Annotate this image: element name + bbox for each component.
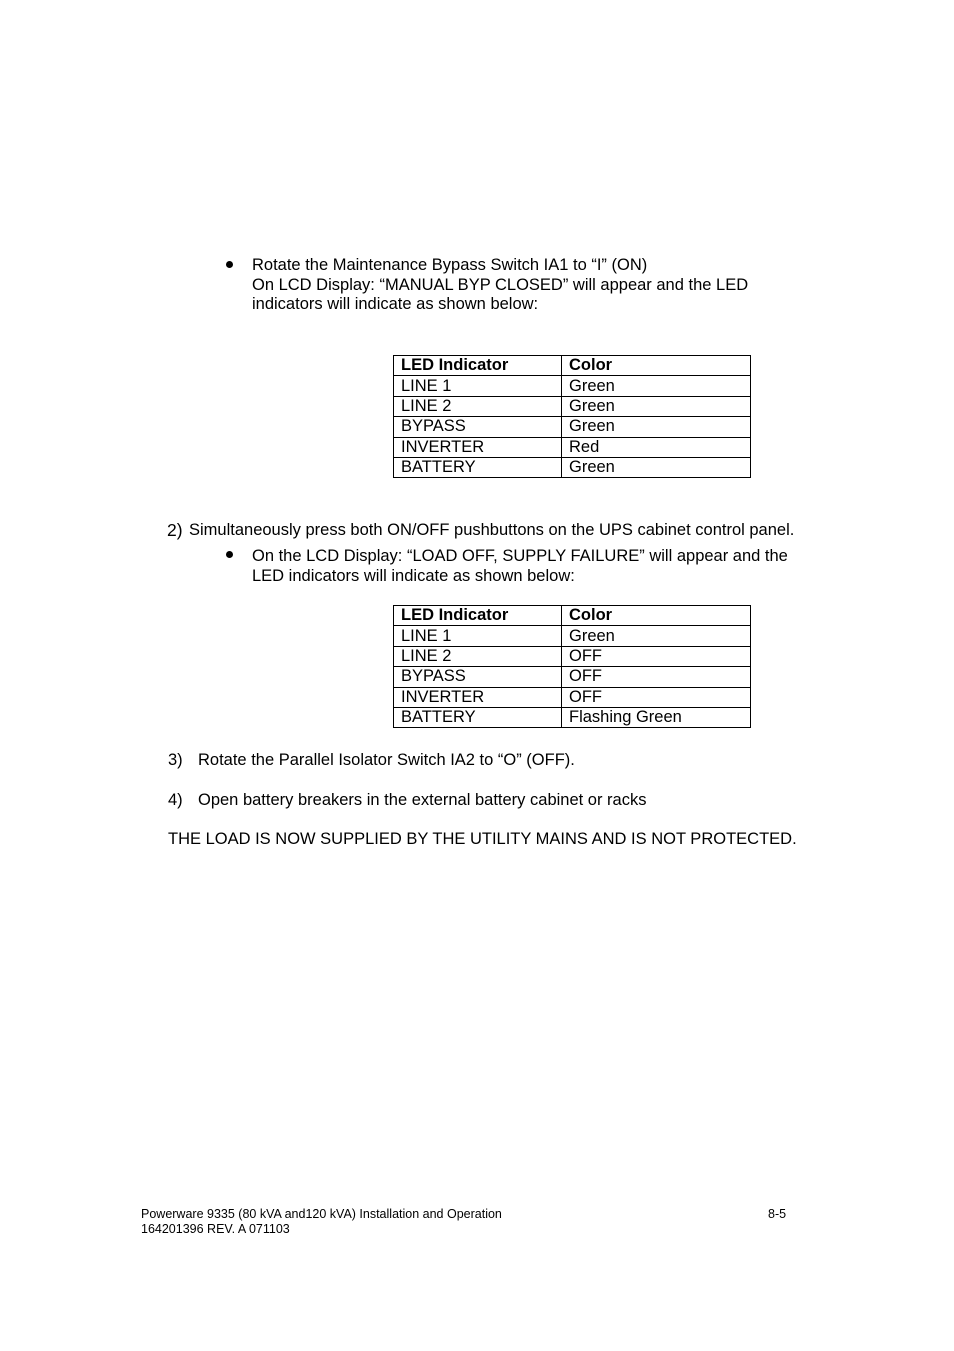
header-led-indicator: LED Indicator <box>394 356 562 376</box>
footer-page-number: 8-5 <box>768 1207 787 1221</box>
led-color-cell: Flashing Green <box>562 707 751 727</box>
table-row <box>394 437 751 457</box>
table-row <box>394 376 751 396</box>
step-4-text: Open battery breakers in the external battery cabinet or racks <box>198 791 647 809</box>
table-row <box>394 457 751 477</box>
bullet-text-line-3: indicators will indicate as shown below: <box>252 295 539 313</box>
led-color-cell: OFF <box>562 667 751 687</box>
led-color-cell: Green <box>562 457 751 477</box>
bullet-text-line-1: On the LCD Display: “LOAD OFF, SUPPLY FAILURE” will appear and the <box>252 547 788 565</box>
table-row <box>394 396 751 416</box>
led-indicator-table-1 <box>393 355 751 478</box>
table-row <box>394 626 751 646</box>
led-color-cell: Red <box>562 437 751 457</box>
header-color: Color <box>562 356 751 376</box>
led-indicator-table-2 <box>393 605 751 728</box>
step-4-number: 4) <box>168 791 183 809</box>
led-color-cell: Green <box>562 376 751 396</box>
table-header-row <box>394 356 751 376</box>
table-row <box>394 687 751 707</box>
table-row <box>394 707 751 727</box>
led-name-cell: INVERTER <box>394 437 562 457</box>
led-name-cell: BYPASS <box>394 417 562 437</box>
step-3-number: 3) <box>168 751 183 769</box>
led-color-cell: OFF <box>562 687 751 707</box>
table-row <box>394 646 751 666</box>
bullet-icon <box>226 551 233 558</box>
step-3-text: Rotate the Parallel Isolator Switch IA2 to “O” (OFF). <box>198 751 575 769</box>
load-status-statement: THE LOAD IS NOW SUPPLIED BY THE UTILITY MAINS AND IS NOT PROTECTED. <box>168 830 797 848</box>
led-name-cell: INVERTER <box>394 687 562 707</box>
led-name-cell: BYPASS <box>394 667 562 687</box>
bullet-icon <box>226 261 233 268</box>
step-2-text: Simultaneously press both ON/OFF pushbuttons on the UPS cabinet control panel. <box>189 521 795 539</box>
led-name-cell: BATTERY <box>394 707 562 727</box>
header-color: Color <box>562 606 751 626</box>
bullet-text-line-2: LED indicators will indicate as shown below: <box>252 567 575 585</box>
led-color-cell: Green <box>562 396 751 416</box>
table-row <box>394 417 751 437</box>
led-name-cell: LINE 1 <box>394 376 562 396</box>
footer-document-number: 164201396 REV. A 071103 <box>141 1222 290 1236</box>
led-name-cell: LINE 2 <box>394 396 562 416</box>
header-led-indicator: LED Indicator <box>394 606 562 626</box>
led-name-cell: BATTERY <box>394 457 562 477</box>
led-color-cell: OFF <box>562 646 751 666</box>
bullet-text-line-2: On LCD Display: “MANUAL BYP CLOSED” will appear and the LED <box>252 276 749 294</box>
led-color-cell: Green <box>562 626 751 646</box>
led-name-cell: LINE 1 <box>394 626 562 646</box>
bullet-text-line-1: Rotate the Maintenance Bypass Switch IA1 to “I” (ON) <box>252 256 648 274</box>
led-name-cell: LINE 2 <box>394 646 562 666</box>
table-header-row <box>394 606 751 626</box>
step-2-number: 2) <box>167 520 183 540</box>
table-row <box>394 667 751 687</box>
footer-document-title: Powerware 9335 (80 kVA and120 kVA) Installation and Operation <box>141 1207 502 1221</box>
led-color-cell: Green <box>562 417 751 437</box>
